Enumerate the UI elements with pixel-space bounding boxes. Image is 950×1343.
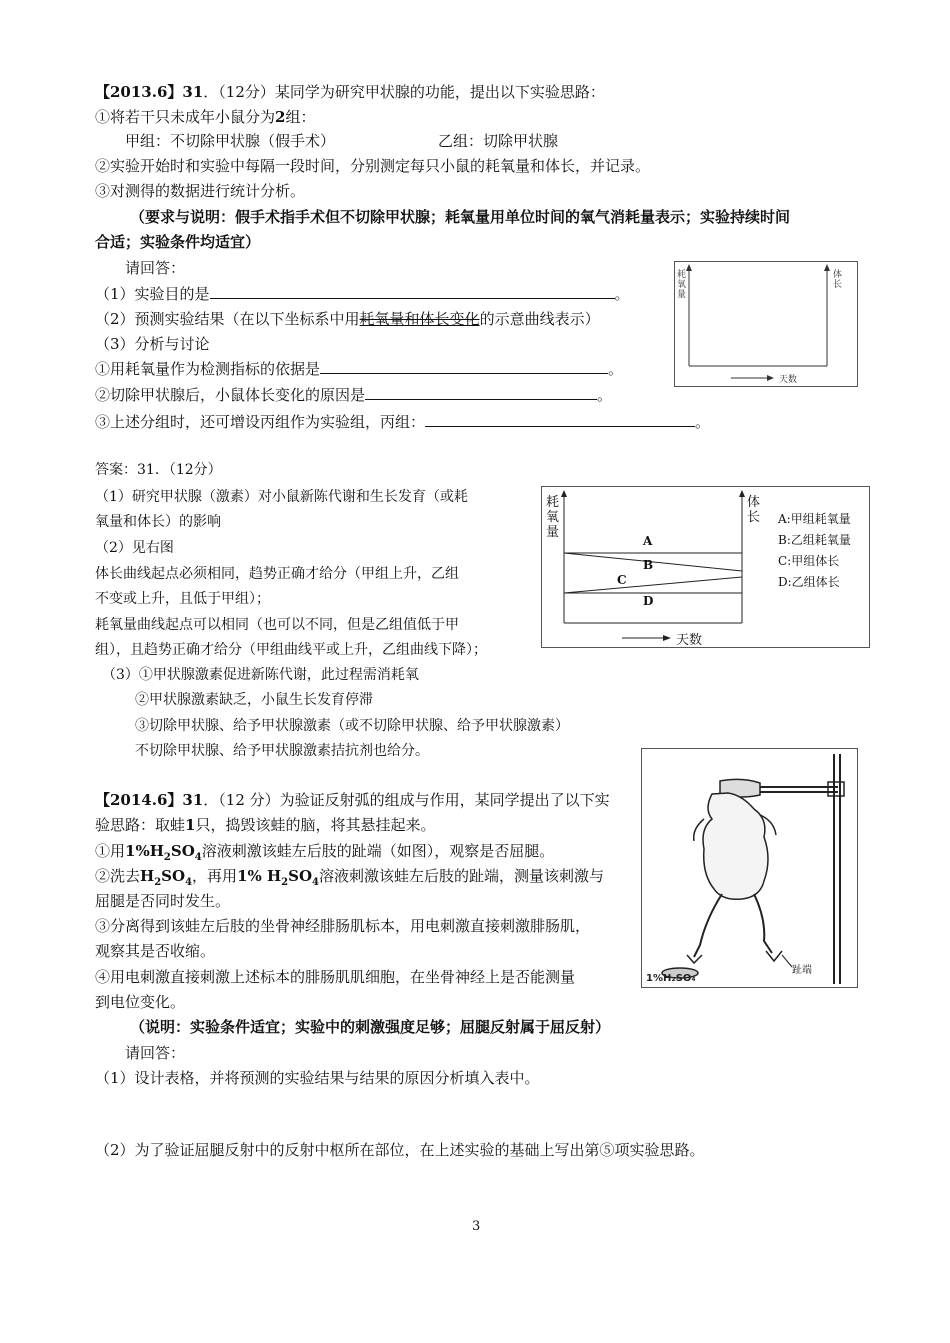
legend-item-b: B:乙组耗氧量: [778, 533, 851, 547]
answer3-1: （3）①甲状腺激素促进新陈代谢，此过程需消耗氧: [102, 667, 419, 683]
q2013-note-line1: （要求与说明：假手术指手术但不切除甲状腺；耗氧量用单位时间的氧气消耗量表示；实验持续时间: [130, 208, 791, 226]
q2013-q3-1: [95, 359, 623, 379]
frog-left-leg: [694, 894, 722, 957]
frog-feet: [687, 951, 782, 963]
left-axis-arrow: [561, 490, 567, 497]
fig2-left-label: 耗氧量: [546, 495, 560, 540]
s2-so: SO: [161, 867, 186, 885]
q2014-q2: （2）为了验证屈腿反射中的反射中枢所在部位，在上述实验的基础上写出第⑤项实验思路。: [95, 1141, 705, 1159]
legend-item-c: C:甲组体长: [778, 554, 840, 568]
s1-pre: ①用: [95, 842, 126, 860]
fig1-left-label: 耗氧量: [677, 270, 687, 300]
q2013-q3-3: [95, 412, 710, 432]
q2013-q2: [95, 309, 600, 329]
answer1-line2: 氧量和体长）的影响: [95, 514, 221, 530]
s2-mid: ，再用: [192, 867, 238, 885]
q2013-q1-text: （1）实验目的是: [95, 285, 210, 303]
answer3-4: 不切除甲状腺、给予甲状腺激素拮抗剂也给分。: [135, 743, 429, 759]
fig2-x-label: 天数: [676, 633, 703, 648]
answer-blank[interactable]: [320, 360, 608, 374]
q2013-step1-num: 2: [275, 108, 286, 126]
curve-c: [564, 577, 742, 593]
page-number: 3: [472, 1219, 481, 1234]
q2014-step3-line2: 观察其是否收缩。: [95, 942, 216, 960]
answer2-line4: 组），且趋势正确才给分（甲组曲线平或上升，乙组曲线下降）；: [95, 642, 487, 658]
days-arrow-head: [767, 375, 774, 381]
s1-sub4: 4: [194, 852, 202, 863]
s1-so: SO: [170, 842, 195, 860]
legend-item-d: D:乙组体长: [778, 575, 840, 589]
answer-title: 答案：31．（12分）: [95, 462, 222, 478]
q2013-step2: ②实验开始时和实验中每隔一段时间，分别测定每只小鼠的耗氧量和体长，并记录。: [95, 157, 651, 175]
s2-pre: ②洗去: [95, 867, 141, 885]
q2013-step1-end: 组：: [285, 108, 316, 126]
dish-label: 1%H₂SO₄: [646, 973, 696, 984]
q2014-please: 请回答：: [125, 1044, 186, 1062]
s2-chem: 1% H: [237, 867, 282, 885]
answer-blank[interactable]: [425, 413, 695, 427]
q2014-heading: [95, 790, 610, 810]
fig1-right-label: 体长: [833, 270, 843, 290]
blank-axes-svg: [675, 262, 857, 386]
s2-sub4b: 4: [312, 877, 319, 888]
q2013-q1-end: 。: [614, 285, 630, 303]
answer2-line2: 不变或上升，且低于甲组）；: [95, 591, 270, 607]
q2013-group-b: 乙组：切除甲状腺: [438, 132, 559, 150]
answer3-2: ②甲状腺激素缺乏，小鼠生长发育停滞: [135, 692, 373, 708]
q2013-heading: [95, 82, 605, 102]
answer-graph-figure: [541, 486, 870, 648]
answer-blank[interactable]: [365, 386, 597, 400]
toe-pointer: [782, 955, 792, 967]
days-arrow-head: [663, 635, 671, 641]
q2013-q3-3-text: ③上述分组时，还可增设丙组作为实验组，丙组：: [95, 413, 426, 431]
answer-blank[interactable]: [210, 285, 615, 299]
q2013-q3-1-text: ①用耗氧量作为检测指标的依据是: [95, 360, 321, 378]
curve-label-b: B: [643, 558, 654, 572]
q2013-please: 请回答：: [125, 259, 186, 277]
fig2-right-label: 体长: [747, 495, 761, 525]
clamp-knob: [828, 782, 844, 796]
s2-post: 溶液刺激该蛙左后肢的趾端，测量该刺激与: [319, 867, 605, 885]
q2014-step2: [95, 866, 604, 893]
s2-sub2b: 2: [281, 877, 289, 888]
q2013-step1: [95, 107, 315, 127]
q2013-heading-text: ．（12分）某同学为研究甲状腺的功能，提出以下实验思路：: [203, 83, 605, 101]
s1-sub2: 2: [163, 852, 171, 863]
q2013-q2-emphasis: 耗氧量和体长变化: [359, 310, 480, 328]
q2013-step3: ③对测得的数据进行统计分析。: [95, 182, 306, 200]
q2014-heading-text: ．（12 分）为验证反射弧的组成与作用，某同学提出了以下实: [203, 791, 610, 809]
q2014-line2: [95, 815, 435, 835]
right-axis-arrow: [824, 264, 830, 271]
frog-right-leg: [754, 894, 772, 953]
answer3-3: ③切除甲状腺、给予甲状腺激素（或不切除甲状腺、给予甲状腺激素）: [135, 718, 569, 734]
answer1-line1: （1）研究甲状腺（激素）对小鼠新陈代谢和生长发育（或耗: [95, 489, 468, 505]
answer2-line1: 体长曲线起点必须相同，趋势正确才给分（甲组上升，乙组: [95, 566, 459, 582]
s2-sob: SO: [288, 867, 313, 885]
q2014-line2-post: 只，捣毁该蛙的脑，将其悬挂起来。: [195, 816, 436, 834]
toe-label: 趾端: [792, 965, 812, 976]
fig1-x-label: 天数: [779, 375, 798, 385]
frog-figure: [641, 748, 858, 988]
frog-illustration: [642, 749, 857, 987]
q2013-number: 31: [182, 83, 204, 101]
curve-label-d: D: [643, 594, 654, 608]
q2013-q3-1-end: 。: [608, 360, 624, 378]
frog-body: [703, 793, 768, 899]
q2014-number: 31: [182, 791, 204, 809]
legend-item-a: A:甲组耗氧量: [778, 512, 851, 526]
s1-post: 溶液刺激该蛙左后肢的趾端（如图），观察是否屈腿。: [201, 842, 555, 860]
q2014-step1: [95, 841, 554, 868]
q2013-tag: 【2013.6】: [95, 83, 183, 101]
answer2-title: （2）见右图: [95, 540, 174, 556]
s2-h: H: [140, 867, 155, 885]
s2-sub2: 2: [154, 877, 162, 888]
q2013-q3-2-end: 。: [597, 386, 613, 404]
right-axis-arrow: [739, 490, 745, 497]
answer2-line3: 耗氧量曲线起点可以相同（也可以不同，但是乙组值低于甲: [95, 617, 459, 633]
q2013-q2-pre: （2）预测实验结果（在以下坐标系中用: [95, 310, 360, 328]
q2014-line2-num: 1: [185, 816, 196, 834]
q2014-note: （说明：实验条件适宜；实验中的刺激强度足够；屈腿反射属于屈反射）: [130, 1018, 611, 1036]
curve-label-a: A: [643, 534, 653, 548]
q2013-q3-2: [95, 385, 612, 405]
q2014-q1: （1）设计表格，并将预测的实验结果与结果的原因分析填入表中。: [95, 1069, 540, 1087]
blank-axes-figure: [674, 261, 858, 387]
fig2-legend: [778, 509, 851, 593]
q2013-note-line2: 合适；实验条件均适宜）: [95, 233, 261, 251]
q2013-q3-2-text: ②切除甲状腺后，小鼠体长变化的原因是: [95, 386, 366, 404]
s2-sub4: 4: [185, 877, 193, 888]
q2014-line2-pre: 验思路：取蛙: [95, 816, 186, 834]
q2014-tag: 【2014.6】: [95, 791, 183, 809]
q2013-q3: （3）分析与讨论: [95, 335, 210, 353]
q2013-q3-3-end: 。: [695, 413, 711, 431]
q2014-step4-line1: ④用电刺激直接刺激上述标本的腓肠肌肌细胞，在坐骨神经上是否能测量: [95, 968, 576, 986]
q2013-group-a: 甲组：不切除甲状腺（假手术）: [125, 132, 336, 150]
q2013-step1-text: ①将若干只未成年小鼠分为: [95, 108, 276, 126]
q2014-step4-line2: 到电位变化。: [95, 993, 186, 1011]
curve-label-c: C: [617, 573, 627, 587]
q2013-q2-post: 的示意曲线表示）: [479, 310, 600, 328]
q2014-step2-line2: 屈腿是否同时发生。: [95, 892, 231, 910]
q2014-step3-line1: ③分离得到该蛙左后肢的坐骨神经腓肠肌标本，用电刺激直接刺激腓肠肌，: [95, 917, 591, 935]
q2013-q1: [95, 284, 630, 304]
s1-chem: 1%H: [125, 842, 164, 860]
